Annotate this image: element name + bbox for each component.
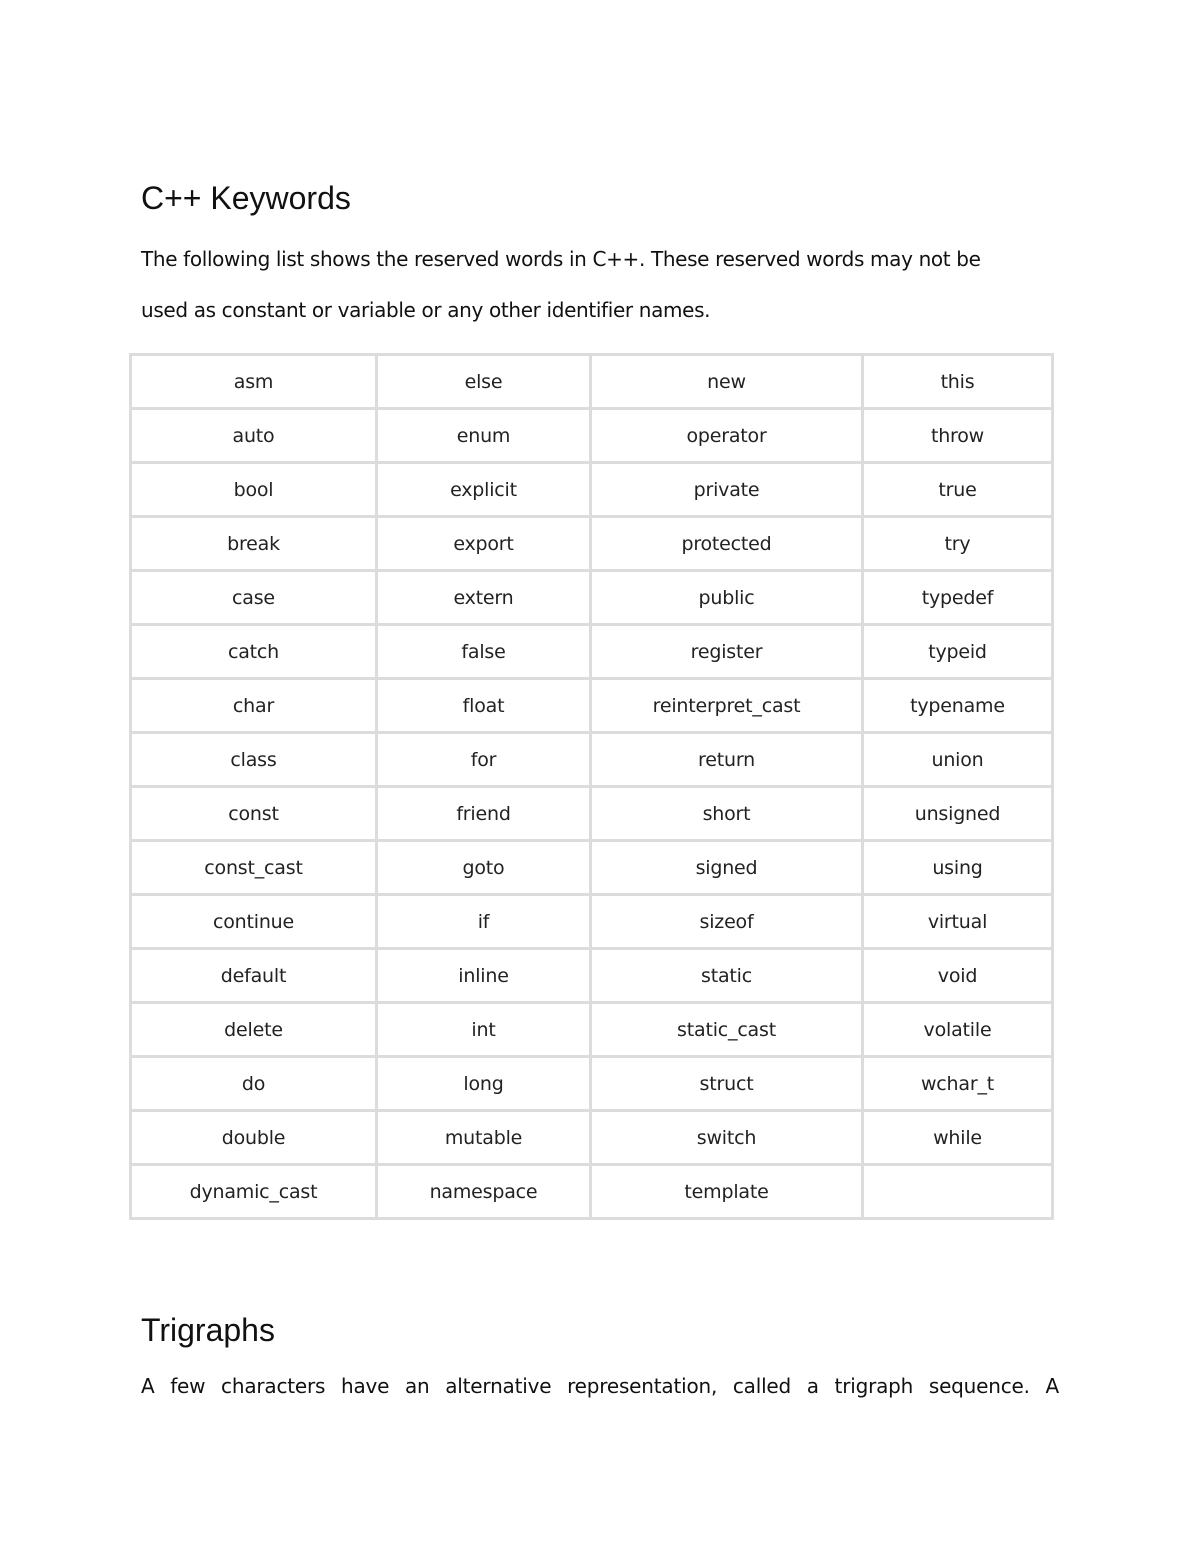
table-cell: typeid (863, 625, 1053, 679)
table-cell: bool (131, 463, 377, 517)
table-row (131, 1111, 1053, 1165)
table-cell: static_cast (591, 1003, 863, 1057)
table-cell: true (863, 463, 1053, 517)
table-cell: register (591, 625, 863, 679)
table-cell: throw (863, 409, 1053, 463)
table-cell: do (131, 1057, 377, 1111)
table-cell: try (863, 517, 1053, 571)
table-row (131, 841, 1053, 895)
table-cell: asm (131, 355, 377, 409)
table-cell: static (591, 949, 863, 1003)
table-row (131, 1057, 1053, 1111)
intro-line: The following list shows the reserved words in C++. These reserved words may not be (141, 247, 981, 271)
table-cell: else (377, 355, 591, 409)
trigraphs-paragraph: A few characters have an alternative representation, called a trigraph sequence. A (141, 1374, 1059, 1398)
table-row (131, 1003, 1053, 1057)
table-cell: virtual (863, 895, 1053, 949)
table-cell: double (131, 1111, 377, 1165)
table-cell: break (131, 517, 377, 571)
table-cell: namespace (377, 1165, 591, 1219)
table-cell: void (863, 949, 1053, 1003)
table-cell: operator (591, 409, 863, 463)
table-cell: inline (377, 949, 591, 1003)
table-row (131, 949, 1053, 1003)
table-cell: using (863, 841, 1053, 895)
table-cell: delete (131, 1003, 377, 1057)
table-cell: float (377, 679, 591, 733)
table-row (131, 409, 1053, 463)
table-cell: enum (377, 409, 591, 463)
table-cell: goto (377, 841, 591, 895)
table-cell: explicit (377, 463, 591, 517)
table-cell: friend (377, 787, 591, 841)
table-cell: long (377, 1057, 591, 1111)
table-cell: class (131, 733, 377, 787)
table-cell: reinterpret_cast (591, 679, 863, 733)
table-cell: for (377, 733, 591, 787)
table-cell: public (591, 571, 863, 625)
table-row (131, 1165, 1053, 1219)
table-cell: continue (131, 895, 377, 949)
intro-line: used as constant or variable or any other identifier names. (141, 298, 711, 322)
table-cell: char (131, 679, 377, 733)
table-cell: struct (591, 1057, 863, 1111)
keywords-table-body (131, 355, 1053, 1219)
table-cell: template (591, 1165, 863, 1219)
table-cell: false (377, 625, 591, 679)
table-row (131, 517, 1053, 571)
table-row (131, 571, 1053, 625)
table-cell: private (591, 463, 863, 517)
table-cell: auto (131, 409, 377, 463)
table-row (131, 463, 1053, 517)
table-row (131, 625, 1053, 679)
table-cell (863, 1165, 1053, 1219)
table-cell: dynamic_cast (131, 1165, 377, 1219)
table-cell: const_cast (131, 841, 377, 895)
section-title-trigraphs: Trigraphs (141, 1312, 275, 1348)
table-cell: default (131, 949, 377, 1003)
table-cell: extern (377, 571, 591, 625)
table-cell: typedef (863, 571, 1053, 625)
table-cell: switch (591, 1111, 863, 1165)
table-cell: short (591, 787, 863, 841)
table-row (131, 787, 1053, 841)
table-cell: wchar_t (863, 1057, 1053, 1111)
table-cell: int (377, 1003, 591, 1057)
table-cell: catch (131, 625, 377, 679)
table-cell: union (863, 733, 1053, 787)
table-cell: return (591, 733, 863, 787)
table-row (131, 895, 1053, 949)
table-cell: const (131, 787, 377, 841)
intro-paragraph (141, 234, 1061, 336)
table-cell: protected (591, 517, 863, 571)
table-cell: sizeof (591, 895, 863, 949)
table-cell: volatile (863, 1003, 1053, 1057)
table-cell: case (131, 571, 377, 625)
table-cell: if (377, 895, 591, 949)
table-cell: unsigned (863, 787, 1053, 841)
keywords-table (129, 353, 1054, 1220)
table-cell: typename (863, 679, 1053, 733)
table-cell: this (863, 355, 1053, 409)
table-row (131, 733, 1053, 787)
table-cell: new (591, 355, 863, 409)
table-cell: export (377, 517, 591, 571)
page-title: C++ Keywords (141, 180, 351, 216)
table-row (131, 355, 1053, 409)
table-row (131, 679, 1053, 733)
table-cell: signed (591, 841, 863, 895)
table-cell: mutable (377, 1111, 591, 1165)
table-cell: while (863, 1111, 1053, 1165)
